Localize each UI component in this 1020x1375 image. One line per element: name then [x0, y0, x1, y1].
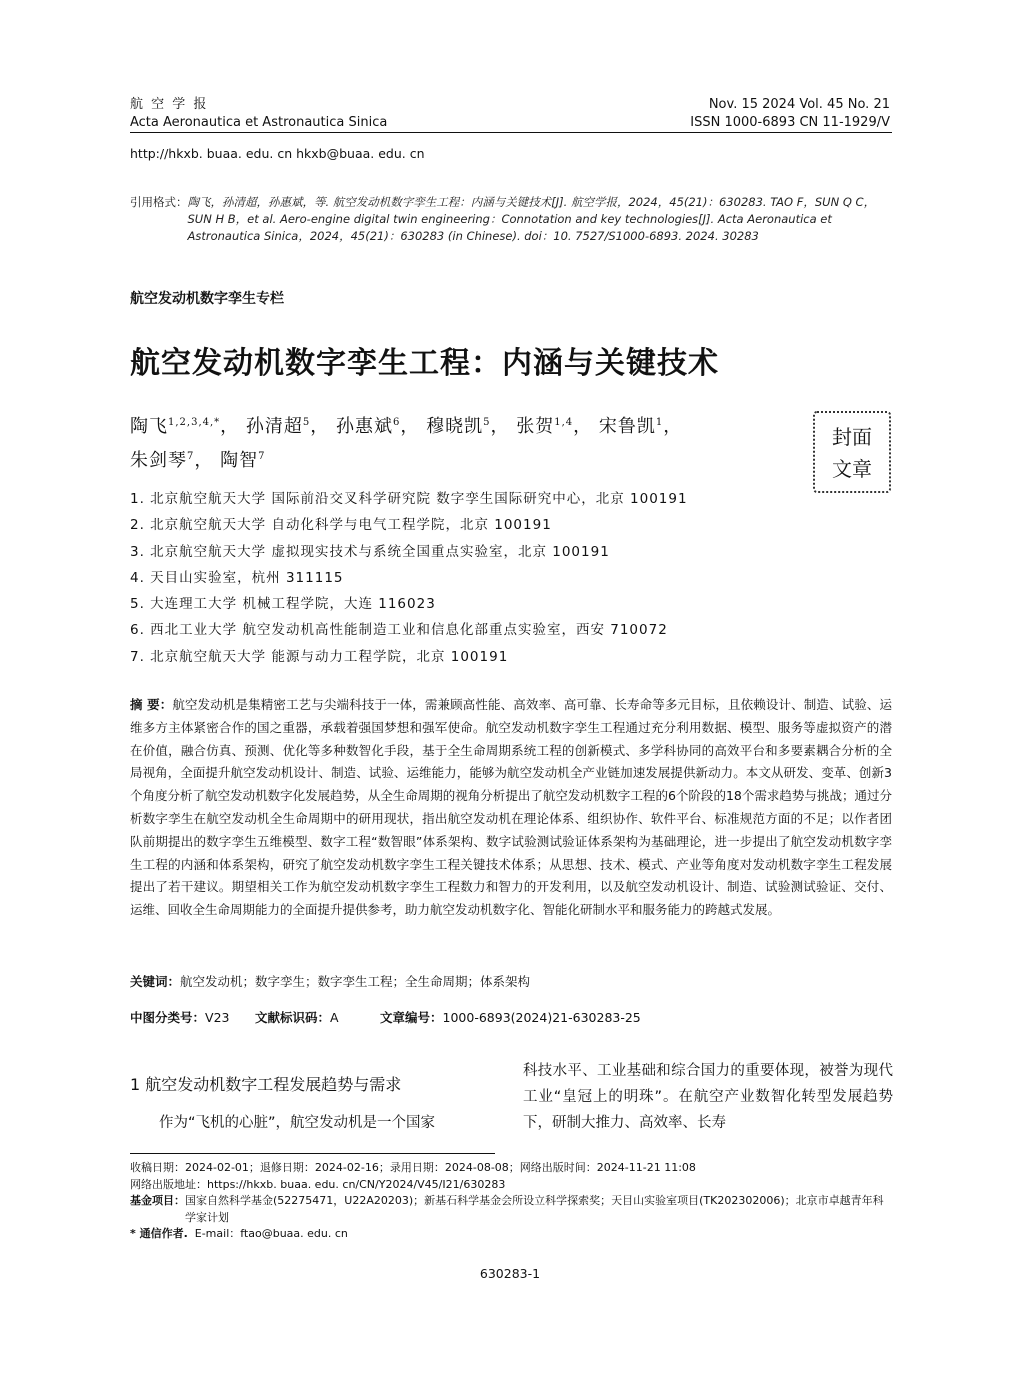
- citation-text: 陶飞，孙清超，孙惠斌，等. 航空发动机数字孪生工程：内涵与关键技术[J]. 航空学报，2024，45(21)：630283. TAO F，SUN Q C，SUN H B，et al. Aero-engine digital twin engineering：Connotation and key technologies[J]. Acta Aeronautica et Astronautica Sinica，2024，45(21)：630283 (in Chinese). doi：10. 7527/S1000-6893. 2024. 30283: [187, 195, 876, 243]
- citation-label: 引用格式：: [130, 195, 188, 209]
- affiliation-item: 2. 北京航空航天大学 自动化科学与电气工程学院，北京 100191: [130, 517, 552, 534]
- abstract-label: 摘 要：: [130, 697, 173, 712]
- footnote-dates: 收稿日期：2024-02-01；退修日期：2024-02-16；录用日期：2024-08-08；网络出版时间：2024-11-21 11:08: [130, 1161, 696, 1174]
- author: 张贺$^{1,4}$，: [516, 416, 593, 437]
- affiliation-item: 7. 北京航空航天大学 能源与动力工程学院，北京 100191: [130, 648, 509, 665]
- page-number: 630283-1: [479, 1266, 541, 1281]
- body-text-col1: 作为“飞机的心脏”，航空发动机是一个国家: [159, 1115, 436, 1131]
- footnote-funding: 基金项目： 国家自然科学基金(52275471，U22A20203)；新基石科学基金会所设立科学探索奖；天目山实验室项目(TK202302006)；北京市卓越青年科学家计划: [130, 1194, 884, 1224]
- clc-label: 中图分类号：: [130, 1010, 206, 1025]
- author: 陶智$^7$: [220, 450, 266, 471]
- citation-block: [130, 194, 894, 245]
- footnote-rule: [130, 1153, 495, 1154]
- classification-line: [130, 1008, 641, 1026]
- keywords-text: 航空发动机；数字孪生；数字孪生工程；全生命周期；体系架构: [180, 974, 531, 989]
- doc-code-label: 文献标识码：: [255, 1010, 331, 1025]
- footnotes: [130, 1160, 892, 1243]
- affiliation-item: 1. 北京航空航天大学 国际前沿交叉科学研究院 数字孪生国际研究中心，北京 100191: [130, 491, 688, 507]
- issn-info: ISSN 1000-6893 CN 11-1929/V: [690, 115, 890, 130]
- journal-header-right: [690, 96, 890, 132]
- author: 朱剑琴$^7$，: [130, 450, 214, 471]
- article-number-label: 文章编号：: [380, 1010, 443, 1025]
- body-text-col2: 科技水平、工业基础和综合国力的重要体现，被誉为现代工业“皇冠上的明珠”。在航空产业数智化转型发展趋势下，研制大推力、高效率、长寿: [523, 1063, 893, 1131]
- journal-url[interactable]: http://hkxb. buaa. edu. cn hkxb@buaa. edu. cn: [130, 146, 425, 161]
- header-rule: [130, 132, 892, 133]
- keywords-label: 关键词：: [130, 974, 181, 989]
- cover-article-badge: [813, 411, 891, 493]
- author: 陶飞$^{1,2,3,4,*}$，: [130, 416, 240, 437]
- footnote-corresponding: * 通信作者. E-mail：ftao@buaa. edu. cn: [130, 1227, 348, 1240]
- author: 宋鲁凯$^1$，: [598, 416, 683, 437]
- affiliation-item: 6. 西北工业大学 航空发动机高性能制造工业和信息化部重点实验室，西安 710072: [130, 622, 668, 639]
- author-list: [130, 408, 780, 476]
- affiliation-item: 5. 大连理工大学 机械工程学院，大连 116023: [130, 596, 436, 613]
- affiliation-list: [130, 486, 688, 670]
- doc-code-value: A: [330, 1010, 339, 1025]
- clc-value: V23: [205, 1010, 230, 1025]
- journal-name-cn: 航 空 学 报: [130, 97, 209, 112]
- abstract: [130, 694, 892, 922]
- cover-badge-line1: 封面: [832, 425, 872, 449]
- section-heading: 1 航空发动机数字工程发展趋势与需求: [130, 1075, 402, 1094]
- abstract-text: 航空发动机是集精密工艺与尖端科技于一体，需兼顾高性能、高效率、高可靠、长寿命等多元目标，且依赖设计、制造、试验、运维多方主体紧密合作的国之重器，承载着强国梦想和强军使命。航空发动机数字孪生工程通过充分利用数据、模型、服务等虚拟资产的潜在价值，融合仿真、预测、优化等多种数智化手段，基于全生命周期系统工程的创新模式、多学科协同的高效平台和多要素耦合分析的全局视角，全面提升航空发动机设计、制造、试验、运维能力，能够为航空发动机全产业链加速发展提供新动力。本文从研发、变革、创新3个角度分析了航空发动机数字化发展趋势，从全生命周期的视角分析提出了航空发动机数字工程的6个阶段的18个需求趋势与挑战；通过分析数字孪生在航空发动机全生命周期中的研用现状，指出航空发动机在理论体系、组织协作、软件平台、标准规范方面的不足；以作者团队前期提出的数字孪生五维模型、数字工程“数智眼”体系架构、数字试验测试验证体系架构为基础理论，进一步提出了航空发动机数字孪生工程的内涵和体系架构，研究了航空发动机数字孪生工程关键技术体系；从思想、技术、模式、产业等角度对发动机数字孪生工程发展提出了若干建议。期望相关工作为航空发动机数字孪生工程数力和智力的开发利用，以及航空发动机设计、制造、试验测试验证、交付、运维、回收全生命周期能力的全面提升提供参考，助力航空发动机数字化、智能化研制水平和服务能力的跨越式发展。: [130, 697, 892, 918]
- author: 孙清超$^5$，: [245, 416, 330, 437]
- affiliation-item: 3. 北京航空航天大学 虚拟现实技术与系统全国重点实验室，北京 100191: [130, 543, 610, 560]
- journal-name-en: Acta Aeronautica et Astronautica Sinica: [130, 115, 388, 130]
- cover-badge-line2: 文章: [832, 457, 872, 481]
- issue-info: Nov. 15 2024 Vol. 45 No. 21: [708, 97, 890, 112]
- article-number-value: 1000-6893(2024)21-630283-25: [442, 1010, 641, 1025]
- footnote-online-url: 网络出版地址：https://hkxb. buaa. edu. cn/CN/Y2024/V45/I21/630283: [130, 1177, 506, 1191]
- paper-title: 航空发动机数字孪生工程：内涵与关键技术: [130, 346, 719, 381]
- affiliation-item: 4. 天目山实验室，杭州 311115: [130, 569, 344, 586]
- keywords: [130, 972, 530, 990]
- author: 孙惠斌$^6$，: [336, 416, 420, 437]
- column-tag: 航空发动机数字孪生专栏: [130, 291, 284, 307]
- journal-header-left: [130, 96, 387, 132]
- author: 穆晓凯$^5$，: [426, 416, 510, 437]
